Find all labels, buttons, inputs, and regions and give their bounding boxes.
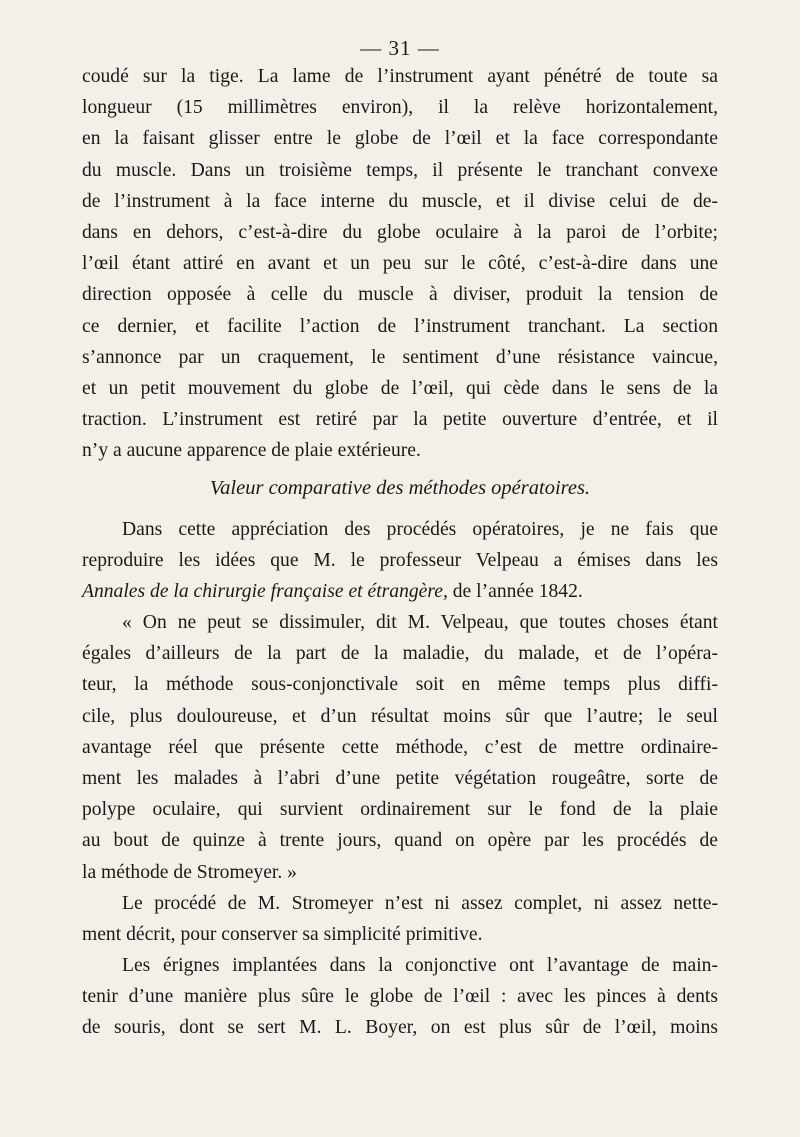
text-line: teur, la méthode sous-conjonctivale soit en même temps plus diffi- xyxy=(82,674,718,696)
text-line: Le procédé de M. Stromeyer n’est ni assez complet, ni assez nette- xyxy=(122,893,718,914)
text-line: la méthode de Stromeyer. » xyxy=(82,861,297,883)
text-line: longueur (15 millimètres environ), il la relève horizontalement, xyxy=(82,97,718,119)
text-line: Dans cette appréciation des procédés opératoires, je ne fais que xyxy=(122,519,718,540)
paragraph-operation-description xyxy=(82,61,718,466)
text-line: dans en dehors, c’est-à-dire du globe oculaire à la paroi de l’orbite; xyxy=(82,221,718,243)
text-line: n’y a aucune apparence de plaie extérieure. xyxy=(82,440,421,462)
text-line: « On ne peut se dissimuler, dit M. Velpeau, que toutes choses étant xyxy=(122,612,718,633)
text-line: du muscle. Dans un troisième temps, il présente le tranchant convexe xyxy=(82,159,718,181)
text-line: cile, plus douloureuse, et d’un résultat moins sûr que l’autre; le seul xyxy=(82,705,718,727)
text-line: et un petit mouvement du globe de l’œil, qui cède dans le sens de la xyxy=(82,377,718,399)
text-line: égales d’ailleurs de la part de la maladie, du malade, et de l’opéra- xyxy=(82,643,718,665)
text-fragment: de l’année 1842. xyxy=(447,581,583,603)
section-heading: Valeur comparative des méthodes opératoires. xyxy=(209,477,591,499)
text-line: reproduire les idées que M. le professeur Velpeau a émises dans les xyxy=(82,550,718,572)
page-number: — 31 — xyxy=(360,36,440,60)
text-line: avantage réel que présente cette méthode, c’est de mettre ordinaire- xyxy=(82,736,718,758)
text-line: de souris, dont se sert M. L. Boyer, on est plus sûr de l’œil, moins xyxy=(82,1017,718,1039)
text-line: en la faisant glisser entre le globe de l’œil et la face correspondante xyxy=(82,128,718,150)
text-line: de l’instrument à la face interne du muscle, et il divise celui de de- xyxy=(82,190,718,212)
text-line: au bout de quinze à trente jours, quand on opère par les procédés de xyxy=(82,830,718,852)
quotation-velpeau xyxy=(82,607,718,888)
paragraph-erignes xyxy=(82,950,718,1044)
text-line: Les érignes implantées dans la conjonctive ont l’avantage de main- xyxy=(122,955,718,976)
text-line: traction. L’instrument est retiré par la petite ouverture d’entrée, et il xyxy=(82,409,718,431)
text-line: ment les malades à l’abri d’une petite végétation rougeâtre, sorte de xyxy=(82,767,718,789)
text-line: tenir d’une manière plus sûre le globe de l’œil : avec les pinces à dents xyxy=(82,986,718,1008)
text-line xyxy=(82,576,718,607)
text-line: coudé sur la tige. La lame de l’instrument ayant pénétré de toute sa xyxy=(82,66,718,87)
journal-title: Annales de la chirurgie française et étrangère, xyxy=(82,581,448,603)
text-line: s’annonce par un craquement, le sentiment d’une résistance vaincue, xyxy=(82,346,718,368)
text-line: ment décrit, pour conserver sa simplicité primitive. xyxy=(82,924,483,946)
text-line: polype oculaire, qui survient ordinairement sur le fond de la plaie xyxy=(82,799,718,821)
text-line: l’œil étant attiré en avant et un peu sur le côté, c’est-à-dire dans une xyxy=(82,253,718,275)
text-line: direction opposée à celle du muscle à diviser, produit la tension de xyxy=(82,284,718,306)
paragraph-stromeyer xyxy=(82,888,718,950)
paragraph-velpeau-intro xyxy=(82,514,718,608)
text-line: ce dernier, et facilite l’action de l’instrument tranchant. La section xyxy=(82,315,718,337)
